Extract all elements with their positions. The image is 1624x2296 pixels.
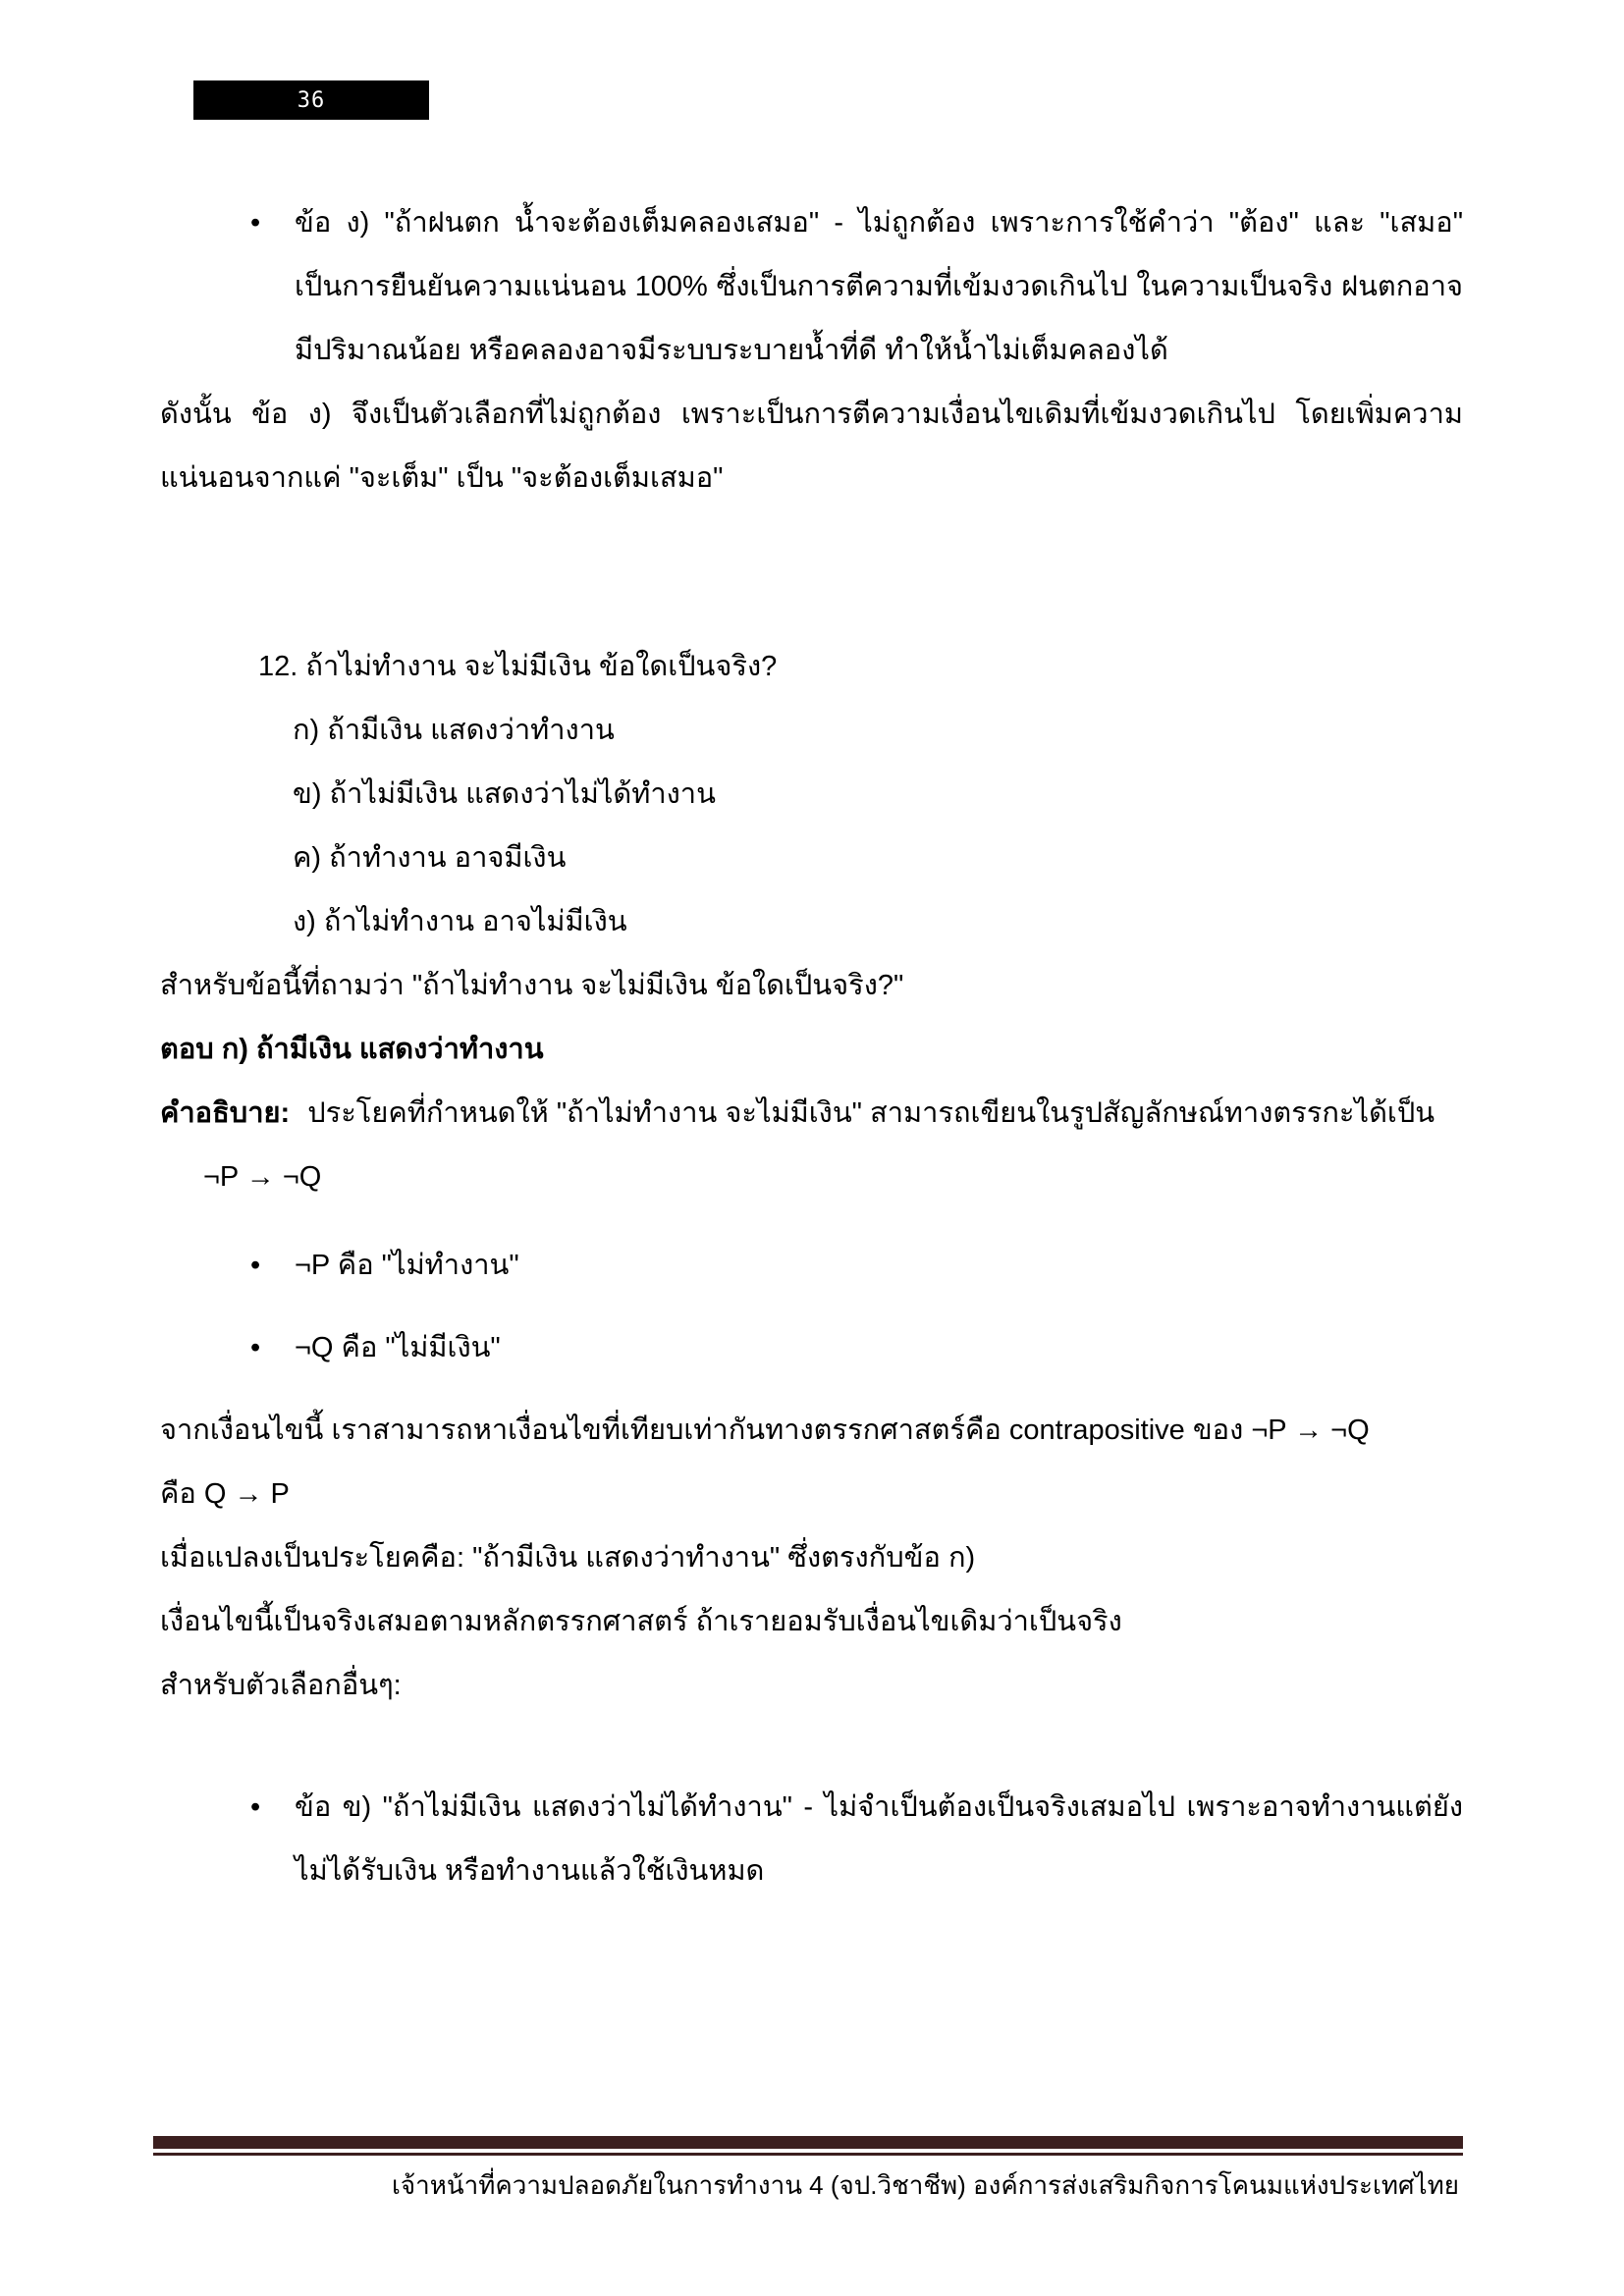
always-true-paragraph: เงื่อนไขนี้เป็นจริงเสมอตามหลักตรรกศาสตร์ ถ้าเรายอมรับเงื่อนไขเดิมว่าเป็นจริง [160,1606,1122,1637]
page-number: 36 [297,87,326,113]
option-d: ง) ถ้าไม่ทำงาน อาจไม่มีเงิน [293,906,627,937]
list-item [160,1776,1463,1903]
list-item [160,191,1463,383]
option-c: ค) ถ้าทำงาน อาจมีเงิน [293,842,567,874]
symbol-q-definition: ¬Q คือ "ไม่มีเงิน" [295,1332,501,1363]
option-b: ข) ถ้าไม่มีเงิน แสดงว่าไม่ได้ทำงาน [293,778,716,810]
bullet-icon: • [250,1332,261,1363]
answer-d-analysis-text: ข้อ ง) "ถ้าฝนตก น้ำจะต้องเต็มคลองเสมอ" - ไม่ถูกต้อง เพราะการใช้คำว่า "ต้อง" และ "เสมอ" เป็นการยืนยันความแน่นอน 100% ซึ่งเป็นการตีความที่เข้มงวดเกินไป ในความเป็นจริง ฝนตกอาจมีปริมาณน้อย หรือคลองอาจมีระบบระบายน้ำที่ดี ทำให้น้ำไม่เต็มคลองได้ [295,207,1463,366]
question-text: ถ้าไม่ทำงาน จะไม่มีเงิน ข้อใดเป็นจริง? [305,651,778,682]
answer-line: ตอบ ก) ถ้ามีเงิน แสดงว่าทำงาน [160,1034,544,1065]
question-line [160,635,1463,699]
explanation-label: คำอธิบาย: [160,1097,291,1129]
bullet-icon: • [250,207,261,239]
explanation-text: ประโยคที่กำหนดให้ "ถ้าไม่ทำงาน จะไม่มีเงิน" สามารถเขียนในรูปสัญลักษณ์ทางตรรกะได้เป็น [307,1097,1435,1129]
contrapositive-line-1: จากเงื่อนไขนี้ เราสามารถหาเงื่อนไขที่เทียบเท่ากันทางตรรกศาสตร์คือ contrapositive ของ ¬P → ¬Q [160,1415,1370,1446]
bullet-icon: • [250,1791,261,1823]
converted-sentence-paragraph: เมื่อแปลงเป็นประโยคคือ: "ถ้ามีเงิน แสดงว่าทำงาน" ซึ่งตรงกับข้อ ก) [160,1542,976,1574]
page-content [160,191,1463,1903]
answer-d-analysis-list [160,191,1463,383]
footer-rule-thick [153,2136,1463,2149]
contrapositive-paragraph [160,1399,1463,1526]
contrapositive-line-2: คือ Q → P [160,1478,290,1510]
list-item [160,1234,1463,1298]
option-b-analysis-list [160,1776,1463,1903]
question-restatement: สำหรับข้อนี้ที่ถามว่า "ถ้าไม่ทำงาน จะไม่มีเงิน ข้อใดเป็นจริง?" [160,970,904,1001]
bullet-icon: • [250,1250,261,1281]
page-number-box [193,80,429,120]
explanation-paragraph [160,1082,1463,1146]
footer-caption: เจ้าหน้าที่ความปลอดภัยในการทำงาน 4 (จป.วิชาชีพ) องค์การส่งเสริมกิจการโคนมแห่งประเทศไทย [391,2170,1459,2200]
footer-rule-thin [153,2153,1463,2156]
question-number: 12. [258,651,298,682]
other-options-label: สำหรับตัวเลือกอื่นๆ: [160,1670,402,1701]
conclusion-paragraph: ดังนั้น ข้อ ง) จึงเป็นตัวเลือกที่ไม่ถูกต้อง เพราะเป็นการตีความเงื่อนไขเดิมที่เข้มงวดเกินไป โดยเพิ่มความแน่นอนจากแค่ "จะเต็ม" เป็น "จะต้องเต็มเสมอ" [160,399,1463,494]
option-b-analysis-text: ข้อ ข) "ถ้าไม่มีเงิน แสดงว่าไม่ได้ทำงาน" - ไม่จำเป็นต้องเป็นจริงเสมอไป เพราะอาจทำงานแต่ยังไม่ได้รับเงิน หรือทำงานแล้วใช้เงินหมด [295,1791,1463,1887]
symbol-definition-list [160,1234,1463,1380]
question-12 [160,635,1463,954]
list-item [160,1316,1463,1380]
option-a: ก) ถ้ามีเงิน แสดงว่าทำงาน [293,715,615,746]
logic-formula: ¬P → ¬Q [203,1161,322,1193]
symbol-p-definition: ¬P คือ "ไม่ทำงาน" [295,1250,519,1281]
